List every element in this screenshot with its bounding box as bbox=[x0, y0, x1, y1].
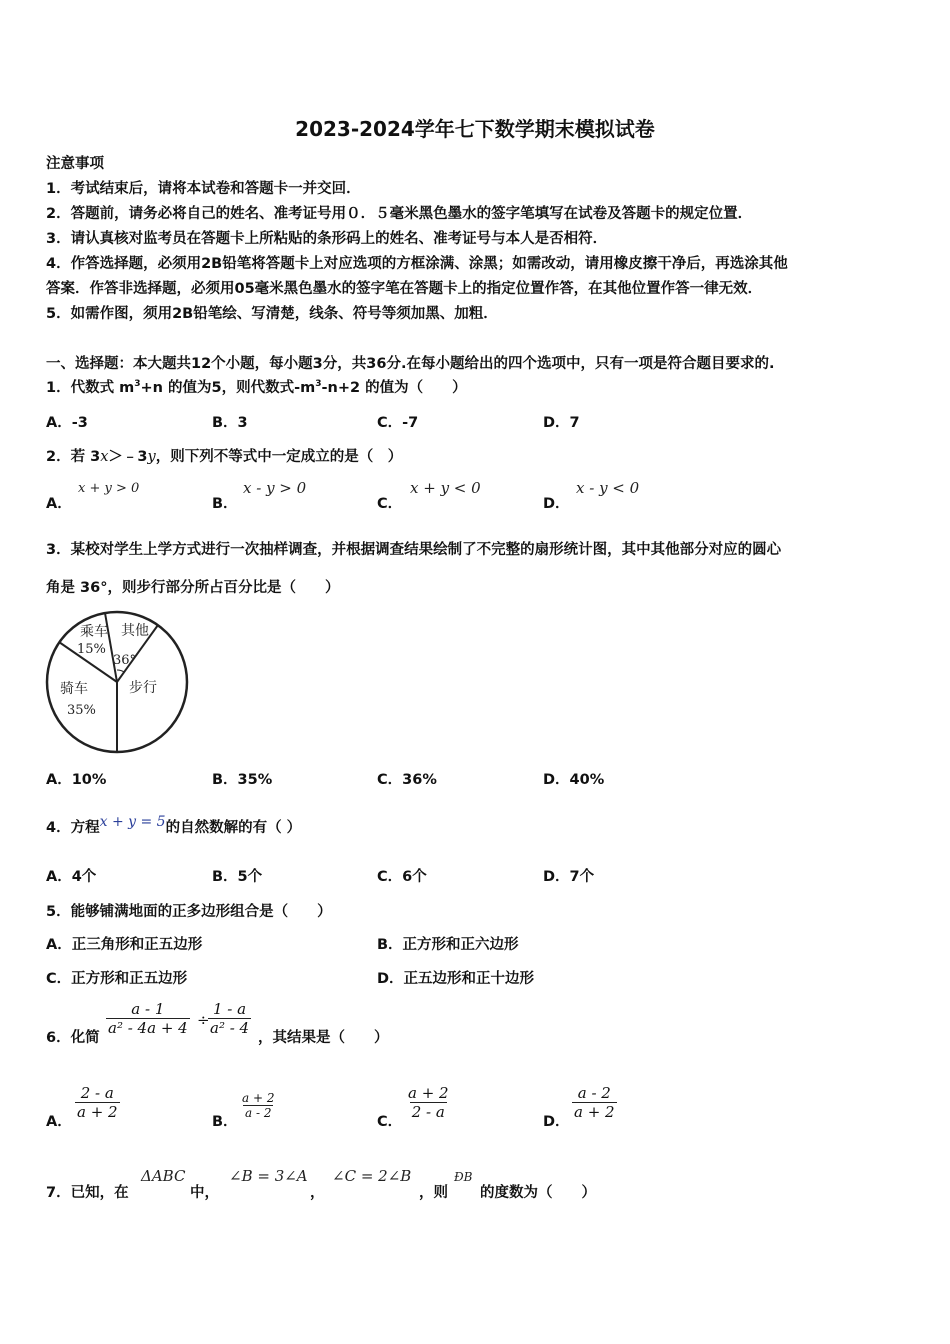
q2-text-a: 2．若 3 bbox=[46, 449, 101, 465]
q6-c-denominator: 2 - a bbox=[411, 1103, 445, 1121]
question-6-suffix: ，其结果是（ ） bbox=[258, 1030, 389, 1046]
q1-option-c[interactable]: C．-7 bbox=[377, 415, 419, 431]
q5-option-b[interactable]: B．正方形和正六边形 bbox=[377, 937, 519, 953]
q2-var-y: y bbox=[147, 449, 156, 465]
q6-a-numerator: 2 - a bbox=[80, 1084, 114, 1102]
question-2 bbox=[46, 445, 402, 466]
q3-option-c[interactable]: C．36% bbox=[377, 772, 437, 788]
note-item: 5．如需作图，须用2B铅笔绘、写清楚，线条、符号等须加黑、加粗． bbox=[46, 306, 498, 322]
q7-angle-b: ÐB bbox=[454, 1170, 473, 1184]
q6-d-numerator: a - 2 bbox=[577, 1084, 611, 1102]
section-heading: 一、选择题：本大题共12个小题，每小题3分，共36分.在每小题给出的四个选项中，只有一项是符合题目要求的. bbox=[46, 356, 775, 372]
q7-condition-2: ∠C = 2∠B bbox=[332, 1167, 412, 1185]
note-item: 3．请认真核对监考员在答题卡上所粘贴的条形码上的姓名、准考证号与本人是否相符． bbox=[46, 231, 608, 247]
q2-text-c: ，则下列不等式中一定成立的是（ ） bbox=[155, 449, 403, 465]
q7-text-e: 的度数为（ ） bbox=[480, 1185, 596, 1201]
q7-text-b: 中， bbox=[190, 1185, 219, 1201]
pie-label-other: 其他 bbox=[121, 623, 149, 639]
pie-pct-bike: 35% bbox=[67, 703, 96, 718]
q6-a-denominator: a + 2 bbox=[77, 1103, 118, 1121]
notes-heading: 注意事项 bbox=[46, 156, 104, 172]
q1-option-d[interactable]: D．7 bbox=[543, 415, 580, 431]
q4-text-a: 4．方程 bbox=[46, 820, 100, 836]
q2-option-a-expr: x + y > 0 bbox=[78, 481, 140, 496]
q4-equation: x + y = 5 bbox=[99, 814, 166, 830]
pie-angle-other: 36° bbox=[113, 653, 137, 668]
pie-chart bbox=[40, 608, 200, 758]
q6-option-c[interactable]: C． bbox=[377, 1114, 403, 1130]
q6-option-d-frac bbox=[572, 1084, 617, 1121]
pie-angle-arc bbox=[117, 670, 124, 672]
q2-option-c-expr: x + y < 0 bbox=[410, 479, 481, 497]
q5-option-a[interactable]: A．正三角形和正五边形 bbox=[46, 937, 203, 953]
q7-triangle: ΔABC bbox=[141, 1167, 186, 1185]
q7-condition-1: ∠B = 3∠A bbox=[229, 1167, 308, 1185]
q6-fraction-1 bbox=[106, 1000, 190, 1037]
q1-option-b[interactable]: B．3 bbox=[212, 415, 248, 431]
q1-option-a[interactable]: A．-3 bbox=[46, 415, 88, 431]
question-3-line-1: 3．某校对学生上学方式进行一次抽样调查，并根据调查结果绘制了不完整的扇形统计图，其中其他部分对应的圆心 bbox=[46, 542, 782, 558]
q2-option-d-expr: x - y < 0 bbox=[576, 479, 640, 497]
pie-label-bike: 骑车 bbox=[60, 681, 88, 697]
q6-f1-numerator: a - 1 bbox=[131, 1000, 165, 1018]
q2-text-b: ＞﹣3 bbox=[108, 449, 148, 465]
question-6-prefix: 6．化简 bbox=[46, 1030, 100, 1046]
q1-text-b: +n 的值为5，则代数式-m bbox=[140, 380, 316, 396]
q4-option-a[interactable]: A．4个 bbox=[46, 869, 97, 885]
pie-label-bus: 乘车 bbox=[80, 624, 108, 640]
q6-f1-denominator: a² - 4a + 4 bbox=[108, 1019, 188, 1037]
q1-text-c: -n+2 的值为（ ） bbox=[321, 380, 467, 396]
q6-fraction-2 bbox=[208, 1000, 251, 1037]
q7-comma: ， bbox=[310, 1185, 325, 1201]
pie-label-walk: 步行 bbox=[129, 680, 157, 696]
q6-option-b[interactable]: B． bbox=[212, 1114, 238, 1130]
q6-c-numerator: a + 2 bbox=[408, 1084, 449, 1102]
q6-divide-sign: ÷ bbox=[197, 1011, 210, 1029]
q4-option-c[interactable]: C．6个 bbox=[377, 869, 427, 885]
note-item: 1．考试结束后，请将本试卷和答题卡一并交回． bbox=[46, 181, 361, 197]
q6-d-denominator: a + 2 bbox=[574, 1103, 615, 1121]
q7-text-d: ，则 bbox=[419, 1185, 448, 1201]
page-title: 2023-2024学年七下数学期末模拟试卷 bbox=[295, 117, 655, 141]
q2-option-b[interactable]: B． bbox=[212, 496, 238, 512]
q1-sup-1: 3 bbox=[134, 379, 141, 390]
q2-option-a[interactable]: A． bbox=[46, 496, 72, 512]
q6-f2-denominator: a² - 4 bbox=[210, 1019, 250, 1037]
q6-option-d[interactable]: D． bbox=[543, 1114, 570, 1130]
q6-b-denominator: a - 2 bbox=[245, 1106, 272, 1120]
q6-option-a-frac bbox=[75, 1084, 120, 1121]
question-4 bbox=[46, 816, 301, 837]
q6-option-b-frac bbox=[240, 1091, 276, 1120]
pie-pct-bus: 15% bbox=[77, 642, 106, 657]
question-3-line-2: 角是 36°，则步行部分所占百分比是（ ） bbox=[46, 580, 340, 596]
q2-var-x: x bbox=[100, 449, 109, 465]
question-1 bbox=[46, 376, 467, 397]
q3-option-d[interactable]: D．40% bbox=[543, 772, 605, 788]
q6-option-a[interactable]: A． bbox=[46, 1114, 72, 1130]
q6-f2-numerator: 1 - a bbox=[213, 1000, 247, 1018]
question-5: 5．能够铺满地面的正多边形组合是（ ） bbox=[46, 904, 332, 920]
note-item: 4．作答选择题，必须用2B铅笔将答题卡上对应选项的方框涂满、涂黑；如需改动，请用橡皮擦干净后，再选涂其他 bbox=[46, 256, 788, 272]
q1-text-a: 1．代数式 m bbox=[46, 380, 135, 396]
q4-text-b: 的自然数解的有（ ） bbox=[165, 820, 302, 836]
q6-option-c-frac bbox=[406, 1084, 451, 1121]
q2-option-c[interactable]: C． bbox=[377, 496, 403, 512]
note-item: 2．答题前，请务必将自己的姓名、准考证号用０．５毫米黑色墨水的签字笔填写在试卷及答题卡的规定位置． bbox=[46, 206, 753, 222]
q5-option-c[interactable]: C．正方形和正五边形 bbox=[46, 971, 188, 987]
note-item: 答案．作答非选择题，必须用05毫米黑色墨水的签字笔在答题卡上的指定位置作答，在其他位置作答一律无效． bbox=[46, 281, 763, 297]
q5-option-d[interactable]: D．正五边形和正十边形 bbox=[377, 971, 535, 987]
question-7-prefix: 7．已知，在 bbox=[46, 1185, 129, 1201]
q4-option-d[interactable]: D．7个 bbox=[543, 869, 595, 885]
q2-option-d[interactable]: D． bbox=[543, 496, 570, 512]
q4-option-b[interactable]: B．5个 bbox=[212, 869, 263, 885]
q3-option-a[interactable]: A．10% bbox=[46, 772, 107, 788]
q3-option-b[interactable]: B．35% bbox=[212, 772, 273, 788]
q2-option-b-expr: x - y > 0 bbox=[243, 479, 307, 497]
q6-b-numerator: a + 2 bbox=[242, 1091, 275, 1105]
q1-sup-2: 3 bbox=[315, 379, 322, 390]
